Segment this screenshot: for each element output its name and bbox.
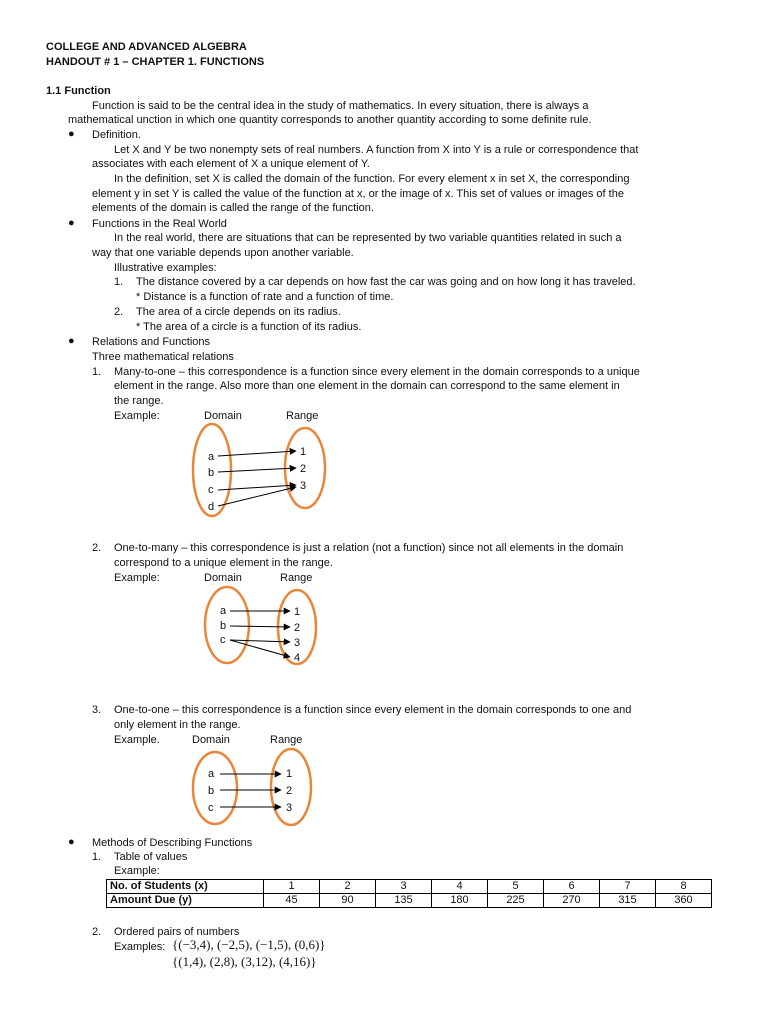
domain-item: d (208, 501, 215, 513)
domain-item: a (220, 605, 227, 617)
relation-2-domain-label: Domain (204, 572, 242, 584)
relation-3-domain-label: Domain (192, 734, 230, 746)
example-2-number: 2. (114, 306, 124, 318)
range-item: 3 (294, 637, 301, 649)
table-cell: 8 (656, 880, 712, 894)
domain-oval (193, 752, 237, 824)
domain-item: c (208, 802, 214, 814)
range-item: 1 (286, 768, 293, 780)
relation-2-example: Example: (114, 572, 160, 584)
table-cell: 45 (264, 894, 320, 908)
table-cell: 225 (488, 894, 544, 908)
example-1-number: 1. (114, 276, 124, 288)
range-item: 2 (294, 622, 301, 634)
relation-3-number: 3. (92, 704, 102, 716)
table-cell: 3 (376, 880, 432, 894)
values-table (106, 879, 712, 908)
definition-p4: element y in set Y is called the value of the function at x, or the image of x. This set of values or images of the (92, 188, 624, 200)
bullet-icon: ● (68, 836, 75, 848)
relation-3-example: Example. (114, 734, 160, 746)
table-cell: 135 (376, 894, 432, 908)
ordered-pairs-set-2: {(1,4), (2,8), (3,12), (4,16)} (172, 954, 317, 969)
domain-item: b (208, 467, 215, 479)
definition-heading: Definition. (92, 129, 141, 141)
definition-p1: Let X and Y be two nonempty sets of real numbers. A function from X into Y is a rule or correspondence that (114, 144, 639, 156)
relation-1-domain-label: Domain (204, 410, 242, 422)
definition-p5: elements of the domain is called the range of the function. (92, 202, 374, 214)
relations-subheading: Three mathematical relations (92, 351, 234, 363)
methods-heading: Methods of Describing Functions (92, 837, 253, 849)
example-2-note: * The area of a circle is a function of its radius. (136, 321, 362, 333)
table-cell: 6 (544, 880, 600, 894)
method-2-examples-label: Examples: (114, 941, 166, 953)
domain-item: b (220, 620, 227, 632)
range-item: 1 (300, 446, 307, 458)
table-cell: 4 (432, 880, 488, 894)
table-cell: 1 (264, 880, 320, 894)
table-row-label: No. of Students (x) (107, 880, 264, 894)
intro-line-2: mathematical unction in which one quantity corresponds to another quantity according to some definite rule. (68, 114, 592, 126)
relation-3-range-label: Range (270, 734, 303, 746)
table-row (107, 894, 712, 908)
ordered-pairs-set-1: {(−3,4), (−2,5), (−1,5), (0,6)} (172, 937, 326, 952)
intro-line-1: Function is said to be the central idea in the study of mathematics. In every situation, there is always a (92, 100, 589, 112)
real-world-heading: Functions in the Real World (92, 218, 227, 230)
relation-1-line-c: the range. (114, 395, 164, 407)
range-item: 3 (300, 480, 307, 492)
relation-2-number: 2. (92, 542, 102, 554)
relation-2-range-label: Range (280, 572, 313, 584)
definition-p2: associates with each element of X a unique element of Y. (92, 158, 370, 170)
relation-1-range-label: Range (286, 410, 319, 422)
header-line-2: HANDOUT # 1 – CHAPTER 1. FUNCTIONS (46, 56, 265, 68)
example-2-text: The area of a circle depends on its radius. (136, 306, 341, 318)
method-1-example: Example: (114, 865, 160, 877)
bullet-icon: ● (68, 217, 75, 229)
range-item: 4 (294, 652, 301, 664)
bullet-icon: ● (68, 128, 75, 140)
domain-item: a (208, 768, 215, 780)
table-row-label: Amount Due (y) (107, 894, 264, 908)
range-item: 2 (286, 785, 293, 797)
section-title: 1.1 Function (46, 85, 111, 97)
table-cell: 180 (432, 894, 488, 908)
range-item: 1 (294, 606, 301, 618)
table-cell: 90 (320, 894, 376, 908)
table-cell: 315 (600, 894, 656, 908)
relation-3-line-b: only element in the range. (114, 719, 241, 731)
relation-1-example: Example: (114, 410, 160, 422)
domain-item: c (220, 634, 226, 646)
method-1-number: 1. (92, 851, 102, 863)
domain-item: b (208, 785, 215, 797)
table-cell: 5 (488, 880, 544, 894)
relations-heading: Relations and Functions (92, 336, 211, 348)
real-world-p2: way that one variable depends upon another variable. (92, 247, 354, 259)
example-1-note: * Distance is a function of rate and a function of time. (136, 291, 394, 303)
relation-1-line-b: element in the range. Also more than one element in the domain can correspond to the same element in (114, 380, 620, 392)
domain-item: c (208, 484, 214, 496)
header-line-1: COLLEGE AND ADVANCED ALGEBRA (46, 41, 247, 53)
table-cell: 2 (320, 880, 376, 894)
real-world-p1: In the real world, there are situations that can be represented by two variable quantities related in such a (114, 232, 622, 244)
range-item: 3 (286, 802, 293, 814)
range-item: 2 (300, 463, 307, 475)
illustrative-label: Illustrative examples: (114, 262, 217, 274)
relation-1-number: 1. (92, 366, 102, 378)
bullet-icon: ● (68, 335, 75, 347)
method-2-label: Ordered pairs of numbers (114, 926, 240, 938)
definition-p3: In the definition, set X is called the domain of the function. For every element x in set X, the corresponding (114, 173, 630, 185)
example-1-text: The distance covered by a car depends on how fast the car was going and on how long it has traveled. (136, 276, 636, 288)
table-cell: 270 (544, 894, 600, 908)
table-row (107, 880, 712, 894)
method-2-number: 2. (92, 926, 102, 938)
method-1-label: Table of values (114, 851, 188, 863)
domain-item: a (208, 451, 215, 463)
table-cell: 7 (600, 880, 656, 894)
relation-2-line-a: One-to-many – this correspondence is just a relation (not a function) since not all elements in the domain (114, 542, 624, 554)
relation-1-line-a: Many-to-one – this correspondence is a function since every element in the domain corresponds to a unique (114, 366, 640, 378)
relation-2-line-b: correspond to a unique element in the range. (114, 557, 333, 569)
table-cell: 360 (656, 894, 712, 908)
relation-3-line-a: One-to-one – this correspondence is a function since every element in the domain corresponds to one and (114, 704, 632, 716)
